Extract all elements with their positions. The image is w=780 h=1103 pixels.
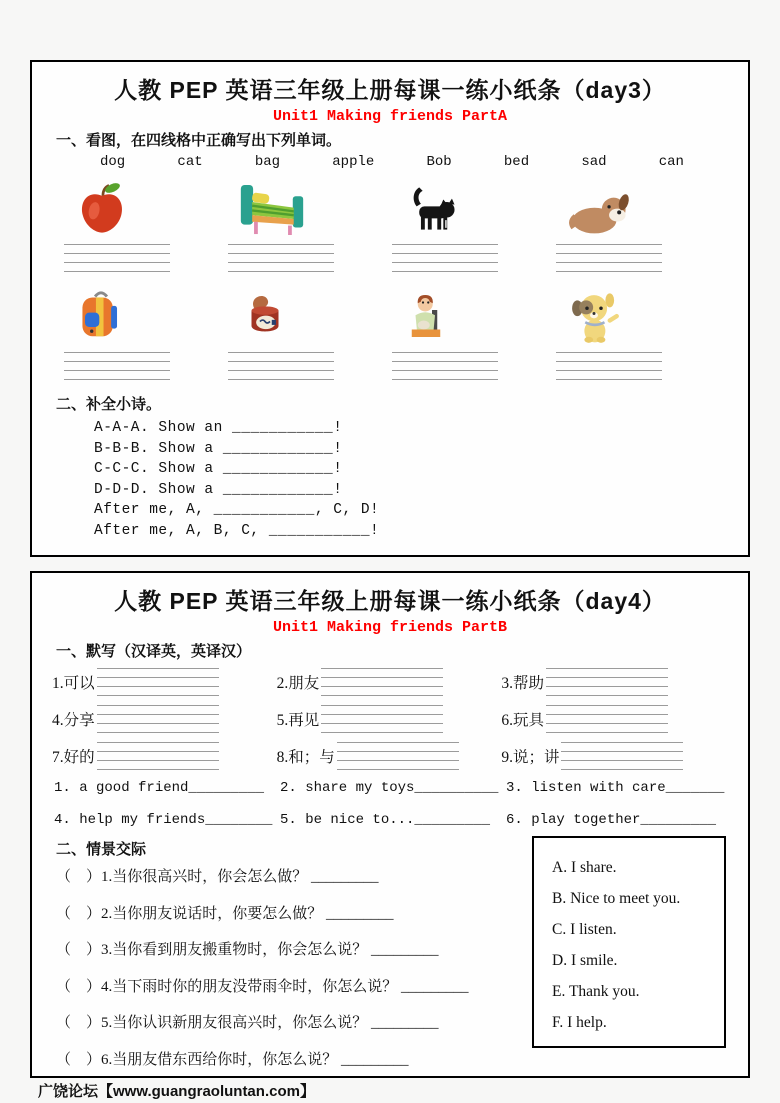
four-line-writing-grid	[97, 705, 219, 733]
word-bank	[48, 153, 732, 172]
page-title: 人教 PEP 英语三年级上册每课一练小纸条（day4）	[114, 588, 666, 614]
picture-cell	[62, 174, 226, 272]
worksheet-page-day3	[30, 60, 750, 557]
four-line-writing-grid	[556, 244, 662, 272]
site-footer: 广饶论坛【www.guangraoluntan.com】	[38, 1083, 315, 1100]
unit-subtitle: Unit1 Making friends PartA	[272, 108, 508, 125]
poem-line: A-A-A. Show an ___________!	[94, 420, 343, 436]
four-line-writing-grid	[228, 352, 334, 380]
dictation-label: 2.朋友	[276, 675, 320, 692]
dictation-item	[52, 668, 277, 696]
four-line-writing-grid	[392, 352, 498, 380]
poem-line: After me, A, ___________, C, D!	[94, 502, 380, 518]
phrase-translation-grid	[48, 778, 732, 828]
four-line-writing-grid	[97, 668, 219, 696]
answer-option: F. I help.	[552, 1014, 607, 1031]
phrase-item: 2. share my toys__________	[280, 780, 499, 796]
word-bank-item: sad	[581, 154, 607, 170]
sad-puppy-image	[566, 282, 718, 346]
answer-option: A. I share.	[552, 859, 617, 876]
section-heading-dictation: 一、默写（汉译英，英译汉）	[56, 643, 252, 660]
poem-line: D-D-D. Show a ____________!	[94, 481, 343, 498]
poem-line: B-B-B. Show a ____________!	[94, 440, 343, 457]
answer-option: E. Thank you.	[552, 983, 640, 1000]
dictation-item	[501, 668, 726, 696]
black-cat-image	[402, 174, 554, 238]
poem-line: After me, A, B, C, ___________!	[94, 522, 380, 539]
brown-dog-image	[566, 174, 718, 238]
situational-question: （ ）3.当你看到朋友搬重物时，你会怎么说？ _________	[56, 942, 439, 958]
picture-cell	[390, 174, 554, 272]
four-line-writing-grid	[97, 742, 219, 770]
situational-question: （ ）6.当朋友借东西给你时，你怎么说？ _________	[56, 1051, 409, 1068]
phrase-item: 6. play together_________	[506, 812, 717, 828]
dictation-item	[277, 705, 502, 733]
dictation-label: 7.好的	[52, 749, 95, 766]
situational-question: （ ）2.当你朋友说话时，你要怎么做？ _________	[56, 905, 394, 922]
word-bank-item: can	[658, 154, 684, 170]
answer-option: C. I listen.	[552, 921, 617, 938]
picture-cell	[554, 174, 718, 272]
apple-image	[74, 174, 226, 238]
dictation-label: 6.玩具	[501, 712, 544, 729]
dictation-grid	[48, 664, 732, 770]
picture-grid	[48, 172, 732, 380]
four-line-writing-grid	[546, 668, 668, 696]
word-bank-item: apple	[332, 154, 375, 170]
dictation-label: 4.分享	[52, 712, 95, 729]
dictation-label: 1.可以	[52, 675, 95, 692]
four-line-writing-grid	[64, 352, 170, 380]
picture-cell	[390, 282, 554, 380]
dictation-item	[277, 668, 502, 696]
situational-question: （ ）5.当你认识新朋友很高兴时，你怎么说？ _________	[56, 1015, 439, 1031]
picture-cell	[554, 282, 718, 380]
page-title: 人教 PEP 英语三年级上册每课一练小纸条（day3）	[114, 77, 666, 103]
section-heading-situational: 二、情景交际	[56, 841, 147, 858]
situational-section	[48, 834, 732, 1084]
four-line-writing-grid	[64, 244, 170, 272]
dictation-label: 3.帮助	[501, 675, 544, 692]
four-line-writing-grid	[321, 668, 443, 696]
worksheet-page-day4	[30, 571, 750, 1078]
word-bank-item: cat	[177, 154, 203, 170]
dictation-label: 9.说；讲	[501, 749, 560, 766]
section-heading-poem: 二、补全小诗。	[56, 396, 162, 413]
dictation-item	[52, 705, 277, 733]
word-bank-item: bed	[503, 154, 530, 170]
picture-cell	[226, 282, 390, 380]
situational-question: （ ）1.当你很高兴时，你会怎么做？ _________	[56, 869, 379, 885]
four-line-writing-grid	[556, 352, 662, 380]
picture-cell	[226, 174, 390, 272]
word-bank-item: dog	[100, 154, 126, 170]
four-line-writing-grid	[392, 244, 498, 272]
dictation-item	[501, 742, 726, 770]
situational-question: （ ）4.当下雨时你的朋友没带雨伞时，你怎么说？ _________	[56, 978, 469, 995]
situational-questions	[56, 865, 532, 1069]
word-bank-item: bag	[254, 154, 281, 170]
answer-option: B. Nice to meet you.	[552, 890, 681, 907]
picture-cell	[62, 282, 226, 380]
dictation-label: 5.再见	[276, 712, 320, 729]
four-line-writing-grid	[561, 742, 683, 770]
word-bank-item: Bob	[426, 154, 452, 170]
backpack-image	[74, 282, 226, 346]
four-line-writing-grid	[228, 244, 334, 272]
four-line-writing-grid	[337, 742, 459, 770]
answer-options-box	[532, 836, 726, 1048]
phrase-item: 5. be nice to..._________	[280, 812, 491, 828]
phrase-item: 1. a good friend_________	[54, 780, 265, 796]
dictation-label: 8.和；与	[276, 749, 335, 766]
bed-image	[238, 174, 390, 238]
section-heading-lookwrite: 一、看图，在四线格中正确写出下列单词。	[56, 132, 342, 149]
poem-line: C-C-C. Show a ____________!	[94, 461, 343, 477]
unit-subtitle: Unit1 Making friends PartB	[272, 619, 508, 636]
canned-ham-image	[238, 282, 390, 346]
answer-option: D. I smile.	[552, 952, 618, 969]
phrase-item: 4. help my friends________	[54, 812, 273, 828]
four-line-writing-grid	[321, 705, 443, 733]
poem-block	[94, 418, 732, 541]
phrase-item: 3. listen with care_______	[506, 780, 725, 796]
dictation-item	[52, 742, 277, 770]
dictation-item	[277, 742, 502, 770]
dictation-item	[501, 705, 726, 733]
four-line-writing-grid	[546, 705, 668, 733]
boy-bob-image	[402, 282, 554, 346]
